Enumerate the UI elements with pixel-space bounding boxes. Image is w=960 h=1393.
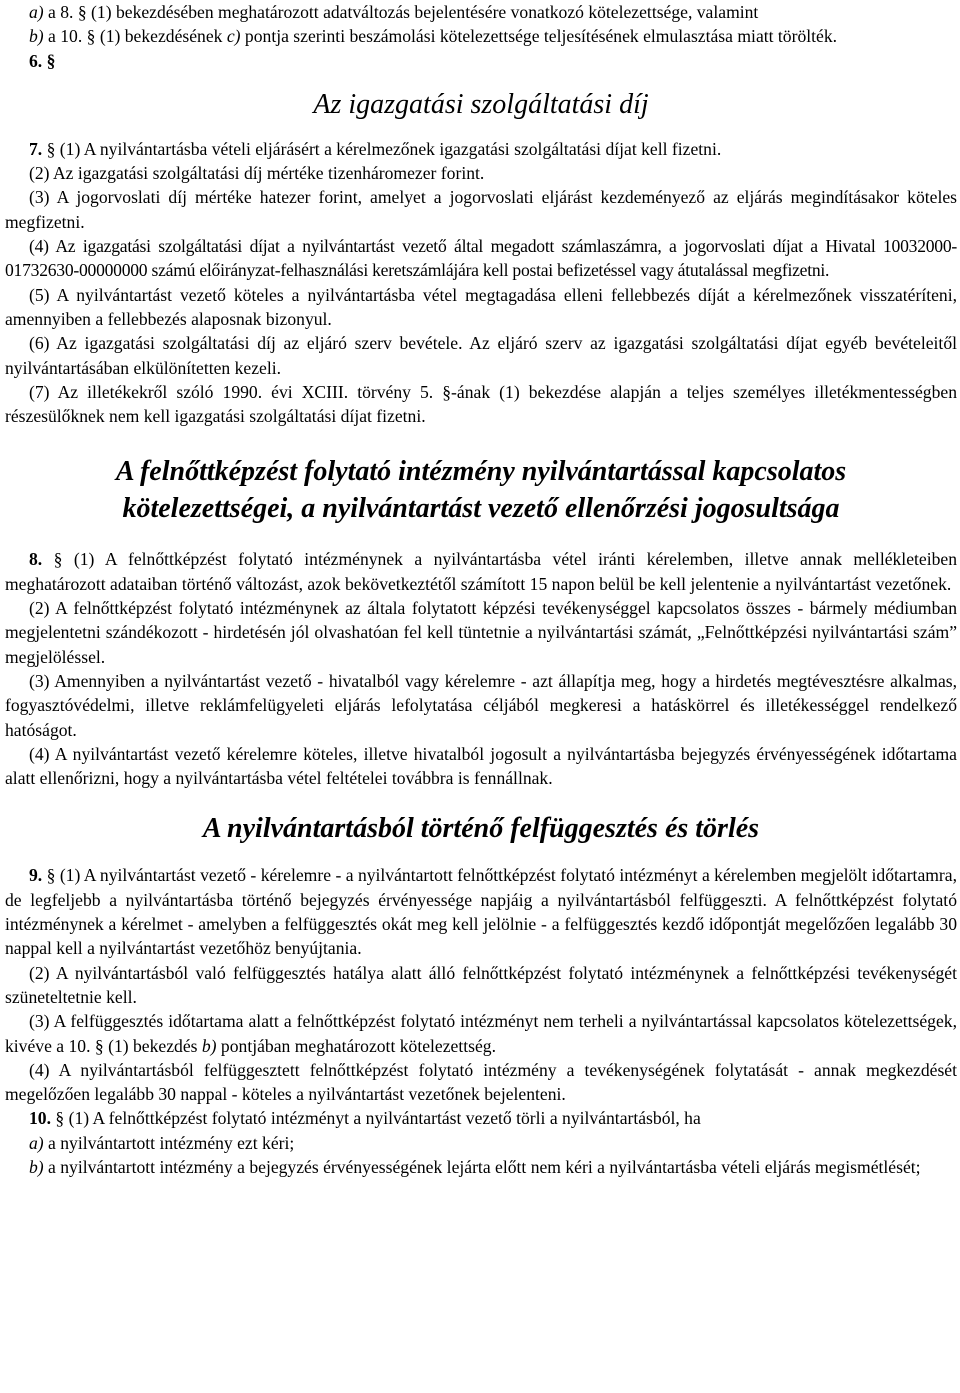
section-8-p2: (2) A felnőttképzést folytató intézménynek az általa folytatott képzési tevékenységgel kapcsolatos összes - bármely médiumban megjelentetni szándékozott - hirdetésén jól olvashatóan fel kell tüntetnie a nyilvántartási számát, „Felnőttképzési nyilvántartási szám” megjelöléssel. — [5, 598, 957, 667]
section-7-p7: (7) Az illetékekről szóló 1990. évi XCIII. törvény 5. §-ának (1) bekezdése alapján a teljes személyes illetékmentességben részesülőknek nem kell igazgatási szolgáltatási díjat fizetni. — [5, 381, 957, 427]
heading-felfuggesztes-torles: A nyilvántartásból történő felfüggesztés és törlés — [202, 813, 760, 845]
heading-line: kötelezettségei, a nyilvántartást vezető ellenőrzési jogosultsága — [122, 493, 840, 525]
paragraph-text: a 8. § (1) bekezdésében meghatározott adatváltozás bejelentésére vonatkozó kötelezettsége, valamint — [43, 2, 759, 22]
section-7-p5: (5) A nyilvántartást vezető köteles a nyilvántartásba vétel megtagadása elleni fellebbezés díját a kérelmezőnek visszatéríteni, amennyiben a fellebbezés alaposnak bizonyul. — [5, 284, 957, 329]
paragraph-a — [5, 0, 957, 24]
section-8-p4: (4) A nyilvántartást vezető kérelemre köteles, illetve hivatalból jogosult a nyilvántartásba bejegyzés érvényességének időtartama alatt ellenőrizni, hogy a nyilvántartásba vétel feltételei továbbra is fennállnak. — [5, 743, 957, 789]
section-number: 7. — [29, 138, 43, 159]
paragraph-text: a 10. § (1) bekezdésének — [43, 26, 227, 47]
item-marker-b: b) — [29, 1156, 44, 1177]
section-8-p3: (3) Amennyiben a nyilvántartást vezető - hivatalból vagy kérelemre - azt állapítja meg, hogy a hirdetés megtévesztésre alkalmas, fogyasztóvédelmi, illetve reklámfelügyeleti eljárás lefolytatása céljából megkeresi a hatáskörrel és illetékességgel rendelkező hatóságot. — [5, 670, 957, 740]
section-10-item-b — [5, 1155, 957, 1179]
section-number: 8. — [29, 549, 43, 570]
paragraph-b — [5, 24, 957, 48]
paragraph-text: pontja szerinti beszámolási kötelezettsége teljesítésének elmulasztása miatt törölték. — [240, 26, 838, 47]
section-7-p2: (2) Az igazgatási szolgáltatási díj mértéke tizenháromezer forint. — [29, 163, 485, 184]
item-marker-a: a) — [29, 1132, 44, 1153]
section-7-p3: (3) A jogorvoslati díj mértéke hatezer forint, amelyet a jogorvoslati eljárást kezdeményező az eljárás megindításakor köteles megfizetni. — [5, 187, 957, 232]
section-9-p3 — [5, 1009, 957, 1058]
paragraph-text: (3) A felfüggesztés időtartama alatt a felnőttképzést folytató intézményt nem terheli a nyilvántartással kapcsolatos kötelezettségek, kivéve a 10. § (1) bekezdés — [5, 1011, 957, 1056]
heading-line: A felnőttképzést folytató intézmény nyilvántartással kapcsolatos — [115, 456, 847, 488]
section-number: 6. § — [29, 50, 56, 71]
section-number: 9. — [29, 865, 43, 886]
paragraph-text: a nyilvántartott intézmény a bejegyzés érvényességének lejárta előtt nem kéri a nyilvántartásba vételi eljárás megismétlését; — [43, 1156, 921, 1177]
paragraph-text: § (1) A felnőttképzést folytató intézményt a nyilvántartást vezető törli a nyilvántartásból, ha — [51, 1108, 701, 1129]
section-10-p1 — [5, 1106, 957, 1130]
paragraph-text: § (1) A nyilvántartásba vételi eljárásért a kérelmezőnek igazgatási szolgáltatási díjat kell fizetni. — [42, 138, 722, 159]
item-marker-b: b) — [201, 1035, 217, 1056]
section-number: 10. — [29, 1108, 51, 1129]
item-marker-c: c) — [226, 26, 241, 47]
heading-nyilvantartas-kotelezettsegek — [5, 453, 957, 527]
heading-igazgatasi-dij: Az igazgatási szolgáltatási díj — [313, 88, 649, 120]
paragraph-text: pontjában meghatározott kötelezettség. — [216, 1035, 496, 1056]
item-marker-a: a) — [29, 2, 44, 22]
section-6 — [5, 49, 957, 73]
section-9-p4: (4) A nyilvántartásból felfüggesztett felnőttképzést folytató intézmény a tevékenységének folytatását - annak megkezdését megelőzően legalább 30 nappal - köteles a nyilvántartást vezetőnek bejelenteni. — [5, 1059, 957, 1105]
section-8-p1 — [5, 547, 957, 596]
paragraph-text: § (1) A felnőttképzést folytató intézménynek a nyilvántartásba vétel iránti kérelemben, illetve annak mellékleteiben meghatározott adataiban történő változást, azok bekövetkeztétől számított 15 napon belül be kell jelentenie a nyilvántartást vezetőnek. — [5, 549, 957, 594]
paragraph-text: § (1) A nyilvántartást vezető - kérelemre - a nyilvántartott felnőttképzést folytató intézményt a kérelemben megjelölt időtartamra, de legfeljebb a nyilvántartásba történő bejegyzés érvényessége napjáig a nyilvántartásból felfüggeszti. A felnőttképzést folytató intézménynek a kérelmet - amelyben a felfüggesztés okát meg kell jelölnie - a felfüggesztés kezdő időpontját megelőzően legalább 30 nappal kell a nyilvántartást vezetőhöz benyújtania. — [5, 865, 957, 959]
section-9-p2: (2) A nyilvántartásból való felfüggesztés hatálya alatt álló felnőttképzést folytató intézménynek a felnőttképzési tevékenységét szüneteltetnie kell. — [5, 962, 957, 1007]
section-7-p4: (4) Az igazgatási szolgáltatási díjat a nyilvántartást vezető által megadott számlaszámra, a jogorvoslati díjat a Hivatal 10032000-01732630-00000000 számú előirányzat-felhasználási keretszámlájára kell postai befizetéssel vagy átutalással megfizetni. — [5, 236, 957, 281]
document-page — [5, 0, 957, 1179]
item-marker-b: b) — [29, 26, 44, 47]
section-7-p6: (6) Az igazgatási szolgáltatási díj az eljáró szerv bevétele. Az eljáró szerv az igazgatási szolgáltatási díjat egyéb bevételeitől nyilvántartásában elkülönítetten kezeli. — [5, 333, 957, 378]
section-9-p1 — [5, 863, 957, 960]
section-10-item-a — [5, 1131, 957, 1155]
paragraph-text: a nyilvántartott intézmény ezt kéri; — [43, 1132, 295, 1153]
section-7-p1 — [5, 137, 957, 161]
